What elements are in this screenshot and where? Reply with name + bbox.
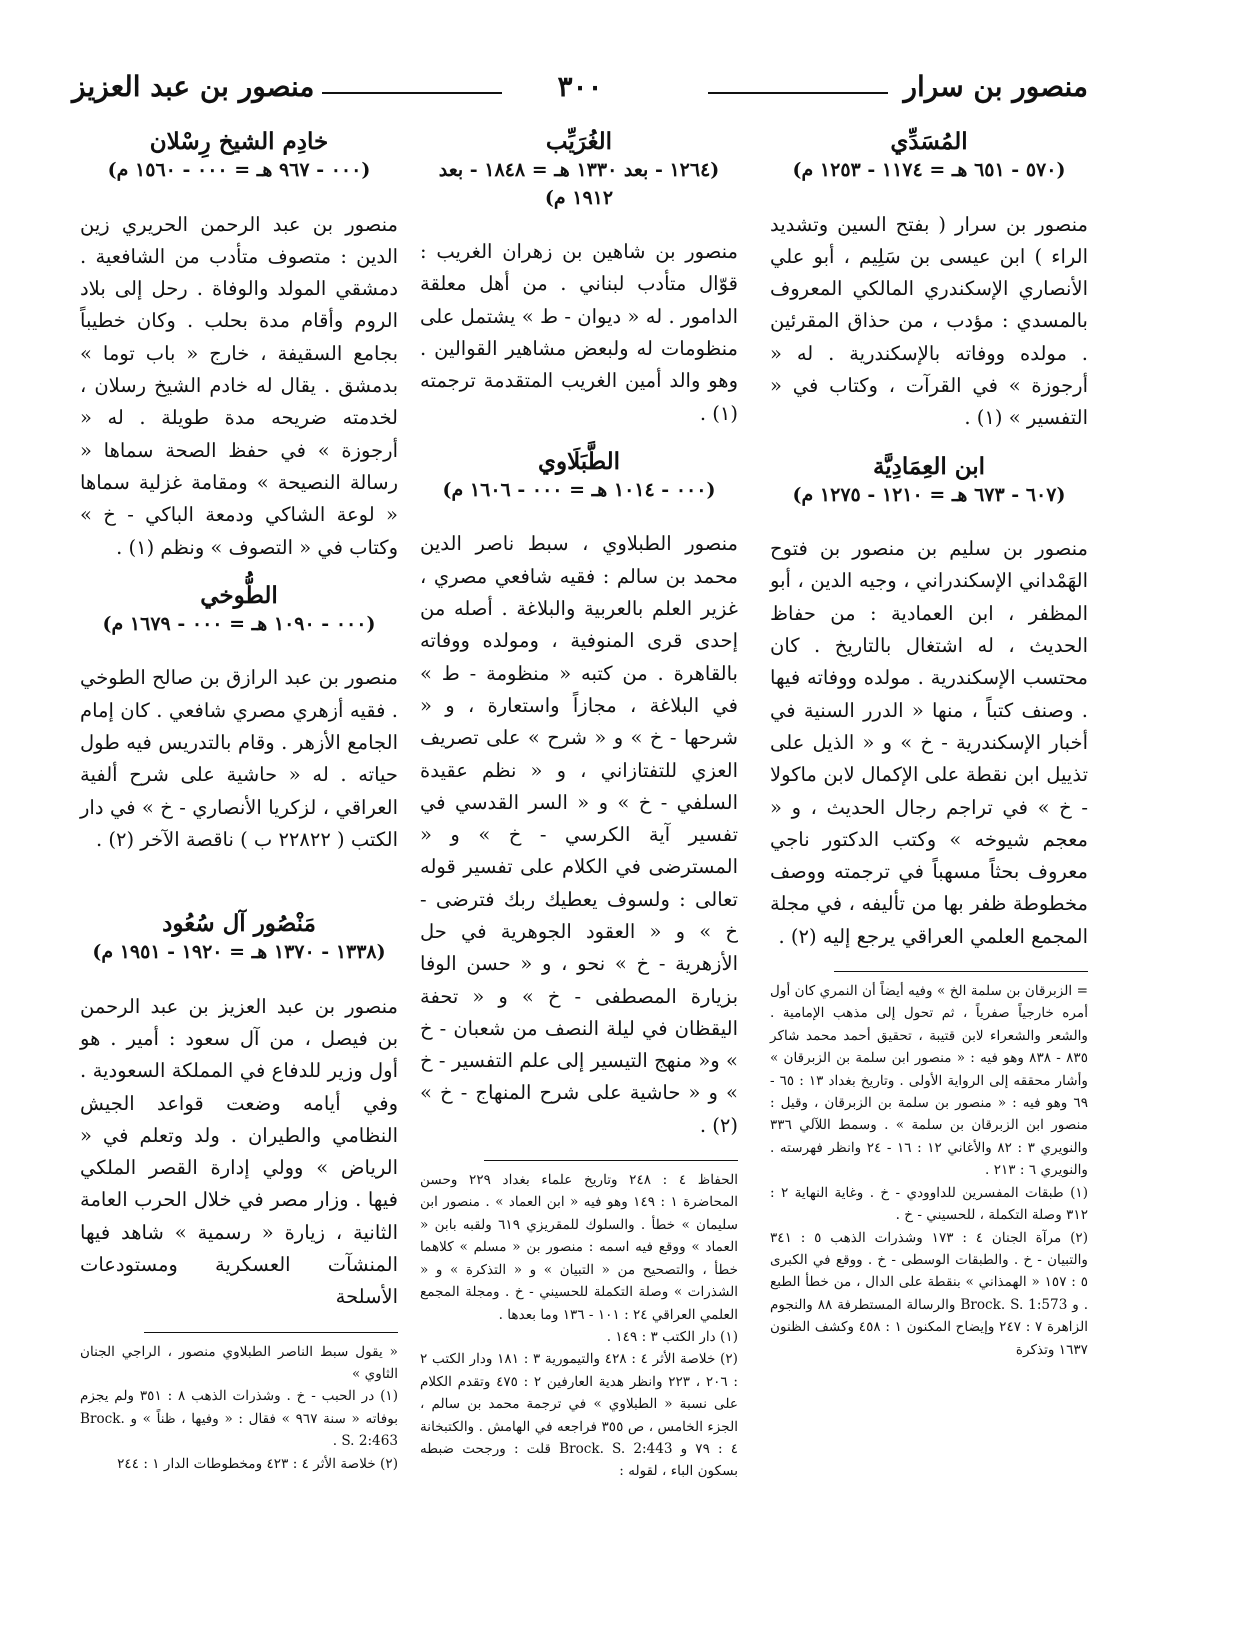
- entry-title: الطَّبَلَاوي: [537, 447, 621, 475]
- entry-title: خادِم الشيخ رِسْلان: [149, 128, 329, 155]
- page-number: ٣٠٠: [557, 70, 603, 103]
- column-middle: [420, 122, 738, 1483]
- header-rule-right: [708, 92, 888, 94]
- footnote: (٢) خلاصة الأثر ٤ : ٤٢٨ والتيمورية ٣ : ١٨١ ودار الكتب ٢ : ٢٠٦ ، ٢٢٣ وانظر هدية العارفين ٢ : ٤٧٥ وتقدم الكلام على نسبة « الطبلاوي » في ترجمة محمد بن سالم ، الجزء الخامس ، ص ٣٥٥ فراجعه في الهامش . والكتبخانة ٤ : ٧٩ و Brock. S. 2:443 قلت : ورجحت ضبطه بسكون الباء ، لقوله :: [420, 1351, 738, 1480]
- entry-dates: (٦٠٧ - ٦٧٣ هـ = ١٢١٠ - ١٢٧٥ م): [792, 483, 1066, 506]
- entry-body: منصور بن سليم بن منصور بن فتوح الهَمْداني الإسكندراني ، وجيه الدين ، أبو المظفر ، ابن العمادية : من حفاظ الحديث ، له اشتغال بالتاريخ . كان محتسب الإسكندرية . مولده ووفاته فيها . وصنف كتباً ، منها « الدرر السنية في أخبار الإسكندرية - خ » و « الذيل على تذييل ابن نقطة على الإكمال لابن ماكولا - خ » في تراجم رجال الحديث ، و « معجم شيوخه » وكتب الدكتور ناجي معروف بحثاً مسهباً في ترجمته ووصف مخطوطة ظفر بها من تأليفه ، في مجلة المجمع العلمي العراقي يرجع إليه (٢) .: [770, 537, 1088, 948]
- footnote: (٢) مرآة الجنان ٤ : ١٧٣ وشذرات الذهب ٥ : ٣٤١ والتبيان - خ . والطبقات الوسطى - خ . ووقع في الكبرى ٥ : ١٥٧ « الهمذاني » بنقطة على الدال ، من خطأ الطبع . و Brock. S. 1:573 والرسالة المستطرفة ٨٨ والنجوم الزاهرة ٧ : ٢٤٧ وإيضاح المكنون ١ : ٤٥٨ وكشف الظنون ١٦٣٧ وتذكرة: [770, 1229, 1089, 1358]
- entry-title: مَنْصُور آل سُعُود: [162, 910, 316, 938]
- running-head-right: منصور بن سرار: [903, 70, 1088, 103]
- entry-dates: (٠٠٠ - ١٠١٤ هـ = ٠٠٠ - ١٦٠٦ م): [442, 478, 716, 501]
- entry-body: منصور بن شاهين بن زهران الغريب : قوّال متأدب لبناني . من أهل معلقة الدامور . له « ديوان - ط » يشتمل على منظومات له ولبعض مشاهير القوالين . وهو والد أمين الغريب المتقدمة ترجمته (١) .: [420, 240, 738, 425]
- footnote: (١) در الحبب - خ . وشذرات الذهب ٨ : ٣٥١ ولم يجزم بوفاته « سنة ٩٦٧ » فقال : « وفيها ، ظناً » و Brock. S. 2:463 .: [80, 1388, 399, 1450]
- running-head-left: منصور بن عبد العزيز: [72, 70, 315, 103]
- entry-title: الطُّوخي: [200, 581, 278, 609]
- running-head: [72, 62, 1088, 112]
- entry-dates: (٠٠٠ - ٩٦٧ هـ = ٠٠٠ - ١٥٦٠ م): [107, 159, 371, 181]
- footnote-rule: [484, 1160, 738, 1161]
- entry-dates: (١٢٦٤ - بعد ١٣٣٠ هـ = ١٨٤٨ - بعد ١٩١٢ م): [438, 159, 720, 209]
- column-right: [770, 122, 1088, 1361]
- entry-dates: (٠٠٠ - ١٠٩٠ هـ = ٠٠٠ - ١٦٧٩ م): [102, 612, 376, 635]
- entry-body: منصور بن عبد الرازق بن صالح الطوخي . فقيه أزهري مصري شافعي . كان إمام الجامع الأزهر . وقام بالتدريس فيه طول حياته . له « حاشية على شرح ألفية العراقي ، لزكريا الأنصاري - خ » في دار الكتب ( ٢٢٨٢٢ ب ) ناقصة الآخر (٢) .: [80, 666, 398, 851]
- footnote: (١) طبقات المفسرين للداوودي - خ . وغاية النهاية ٢ : ٣١٢ وصلة التكملة ، للحسيني - خ .: [770, 1184, 1088, 1224]
- column-left: [80, 122, 398, 1475]
- entry-body: منصور بن عبد الرحمن الحريري زين الدين : متصوف متأدب من الشافعية . دمشقي المولد والوفاة . رحل إلى بلاد الروم وأقام مدة بحلب . وكان خطيباً بجامع السقيفة ، خارج « باب توما » بدمشق . يقال له خادم الشيخ رسلان ، لخدمته ضريحه مدة طويلة . له « أرجوزة » في حفظ الصحة سماها « رسالة النصيحة » ومقامة غزلية سماها « لوعة الشاكي ودمعة الباكي - خ » وكتاب في « التصوف » ونظم (١) .: [80, 212, 398, 559]
- footnote-rule: [144, 1332, 398, 1333]
- entry-title: المُسَدِّي: [890, 128, 968, 155]
- entry-title: ابن العِمَادِيَّة: [872, 452, 986, 480]
- entry-dates: (٥٧٠ - ٦٥١ هـ = ١١٧٤ - ١٢٥٣ م): [792, 159, 1066, 181]
- entry-title: الغُرَيِّب: [545, 128, 613, 155]
- footnote: الحفاظ ٤ : ٢٤٨ وتاريخ علماء بغداد ٢٢٩ وحسن المحاضرة ١ : ١٤٩ وهو فيه « ابن العماد » . منصور ابن سليمان » خطأ . والسلوك للمقريزي ٦١٩ ولقبه بابن « العماد » ووقع فيه اسمه : منصور بن « مسلم » كلاهما خطأ ، والتصحيح من « التبيان » و « التذكرة » و « الشذرات » وصلة التكملة للحسيني - خ . ومجلة المجمع العلمي العراقي ٢٤ : ١٠١ - ١٣٦ وما بعدها .: [420, 1172, 738, 1323]
- footnote: (٢) خلاصة الأثر ٤ : ٤٢٣ ومخطوطات الدار ١ : ٢٤٤: [117, 1455, 398, 1472]
- footnote: (١) دار الكتب ٣ : ١٤٩ .: [606, 1328, 738, 1345]
- entry-body: منصور بن سرار ( بفتح السين وتشديد الراء ) ابن عيسى بن سَلِيم ، أبو علي الأنصاري الإسكندري المالكي المعروف بالمسدي : مؤدب ، من حذاق المقرئين . مولده ووفاته بالإسكندرية . له « أرجوزة » في القرآت ، وكتاب في « التفسير » (١) .: [770, 212, 1088, 430]
- entry-body: منصور بن عبد العزيز بن عبد الرحمن بن فيصل ، من آل سعود : أمير . هو أول وزير للدفاع في المملكة السعودية . وفي أيامه وضعت قواعد الجيش النظامي والطيران . ولد وتعلم في « الرياض » وولي إدارة القصر الملكي فيها . وزار مصر في خلال الحرب العامة الثانية ، زيارة « رسمية » شاهد فيها المنشآت العسكرية ومستودعات الأسلحة: [80, 994, 398, 1309]
- footnote-rule: [834, 971, 1088, 972]
- entry-body: منصور الطبلاوي ، سبط ناصر الدين محمد بن سالم : فقيه شافعي مصري ، غزير العلم بالعربية والبلاغة . أصله من إحدى قرى المنوفية ، ومولده ووفاته بالقاهرة . من كتبه « منظومة - ط » في البلاغة ، مجازاً واستعارة ، و « شرحها - خ » و « شرح » على تصريف العزي للتفتازاني ، و « نظم عقيدة السلفي - خ » و « السر القدسي في تفسير آية الكرسي - خ » و « المسترضى في الكلام على تفسير قوله تعالى : ولسوف يعطيك ربك فترضى - خ » و « العقود الجوهرية في حل الأزهرية - خ » نحو ، و « حسن الوفا بزيارة المصطفى - خ » و « تحفة اليقظان في ليلة النصف من شعبان - خ » و« منهج التيسير إلى علم التفسير - خ » و « حاشية على شرح المنهاج - خ » (٢) .: [420, 532, 738, 1137]
- header-rule-left: [322, 92, 502, 94]
- entry-dates: (١٣٣٨ - ١٣٧٠ هـ = ١٩٢٠ - ١٩٥١ م): [92, 941, 386, 964]
- footnote: « يقول سبط الناصر الطبلاوي منصور ، الراجي الجنان الثاوي »: [80, 1343, 398, 1383]
- footnote: = الزبرقان بن سلمة الخ » وفيه أيضاً أن النمري كان أول أمره خارجياً صفرياً ، ثم تحول إلى مذهب الإمامية . والشعر والشعراء لابن قتيبة ، تحقيق أحمد محمد شاكر ٨٣٥ - ٨٣٨ وهو فيه : « منصور ابن سلمة بن الزبرقان » وأشار محققه إلى الرواية الأولى . وتاريخ بغداد ١٣ : ٦٥ - ٦٩ وهو فيه : « منصور بن سلمة بن الزبرقان ، وقيل : منصور ابن الزبرقان بن سلمة » . وسمط اللآلي ٣٣٦ والنويري ٣ : ٨٢ والأغاني ١٢ : ١٦ - ٢٤ وانظر فهرسته . والنويري ٦ : ٢١٣ .: [770, 983, 1088, 1179]
- spacer: [80, 874, 398, 904]
